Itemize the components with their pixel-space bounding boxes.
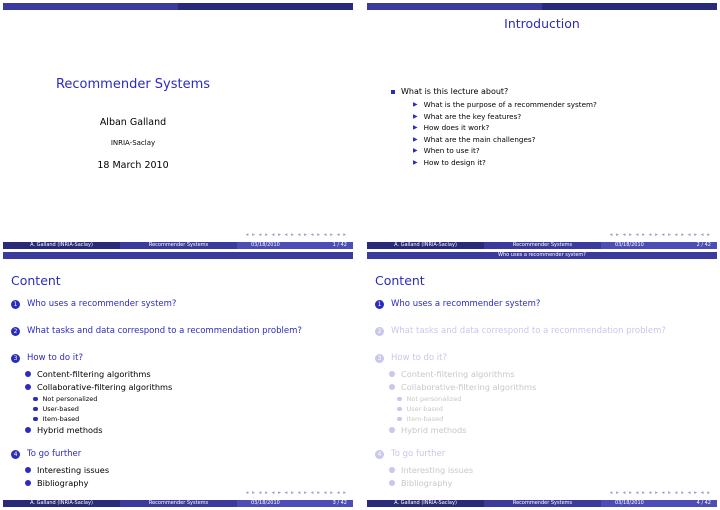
top-bar [367, 3, 717, 10]
toc-section[interactable]: 1 Who uses a recommender system? [11, 299, 351, 309]
slide-1 [3, 3, 353, 249]
table-of-contents [375, 299, 715, 502]
ball-bullet-icon [397, 407, 402, 412]
frame-title: Introduction [504, 16, 580, 31]
toc-section[interactable]: 3 How to do it? [11, 353, 351, 363]
ball-bullet-icon [397, 397, 402, 402]
nav-symbols[interactable]: ◂ ▸ ◂ ▸ ◂ ▸ ◂ ▸ ◂ ▸ ◂ ▸ ◂ ▸ ◂ ▸ [245, 490, 347, 496]
slide-2 [367, 3, 717, 249]
footer-author: A. Galland (INRIA-Saclay) [3, 242, 120, 249]
frame-title: Content [11, 273, 61, 288]
square-bullet-icon [391, 90, 395, 94]
table-of-contents [11, 299, 351, 502]
date: 18 March 2010 [97, 160, 169, 171]
ball-bullet-icon [33, 417, 38, 422]
toc-section[interactable]: 2 What tasks and data correspond to a recommendation problem? [375, 326, 715, 336]
toc-subsection[interactable]: Interesting issues [25, 465, 351, 475]
section-bar-empty [3, 252, 353, 259]
ball-bullet-icon [25, 371, 31, 377]
toc-subsection[interactable]: Collaborative-filtering algorithms [25, 382, 351, 392]
ball-bullet-icon [25, 480, 31, 486]
section-bar: Who uses a recommender system? [367, 252, 717, 259]
triangle-bullet-icon: ▶ [413, 135, 418, 143]
list-subitem: ▶ How to design it? [413, 157, 486, 167]
footer [3, 242, 353, 249]
list-subitem: ▶ How does it work? [413, 123, 490, 132]
triangle-bullet-icon: ▶ [413, 158, 418, 166]
ball-bullet-icon [389, 467, 395, 473]
footer-date: 03/18/2010 [251, 242, 280, 248]
list-subitem: ▶ When to use it? [413, 146, 480, 155]
toc-subsection[interactable]: Content-filtering algorithms [389, 369, 715, 379]
ball-bullet-icon [389, 384, 395, 390]
toc-subsection[interactable]: Content-filtering algorithms [25, 369, 351, 379]
toc-subsubsection[interactable]: Item-based [33, 415, 351, 423]
nav-symbols[interactable]: ◂ ▸ ◂ ▸ ◂ ▸ ◂ ▸ ◂ ▸ ◂ ▸ ◂ ▸ ◂ ▸ [609, 232, 711, 238]
triangle-bullet-icon: ▶ [413, 112, 418, 120]
list-item: What is this lecture about? [391, 87, 597, 96]
list-subitem: ▶ What are the main challenges? [413, 134, 536, 144]
list-subitem: ▶ What are the key features? [413, 111, 522, 121]
toc-section[interactable]: 4 To go further [11, 449, 351, 459]
ball-bullet-icon [389, 427, 395, 433]
ball-bullet-icon [389, 371, 395, 377]
toc-subsection[interactable]: Hybrid methods [25, 425, 351, 435]
toc-subsection[interactable]: Interesting issues [389, 465, 715, 475]
footer: A. Galland (INRIA-Saclay) Recommender Systems 03/18/2010 3 / 42 [3, 500, 353, 507]
list-subitem: ▶ What is the purpose of a recommender system? [413, 100, 597, 109]
presentation-title: Recommender Systems [55, 77, 211, 92]
slide-3 [3, 261, 353, 507]
ball-bullet-icon [397, 417, 402, 422]
triangle-bullet-icon: ▶ [413, 147, 418, 154]
ball-bullet-icon [389, 480, 395, 486]
toc-subsection[interactable]: Collaborative-filtering algorithms [389, 382, 715, 392]
ball-bullet-icon [33, 407, 38, 412]
page-number: 1 / 42 [332, 242, 347, 248]
toc-subsubsection[interactable]: Item-based [397, 415, 715, 423]
toc-section[interactable]: 4 To go further [375, 449, 715, 459]
footer: A. Galland (INRIA-Saclay) Recommender Systems 03/18/2010 4 / 42 [367, 500, 717, 507]
nav-symbols[interactable]: ◂ ▸ ◂ ▸ ◂ ▸ ◂ ▸ ◂ ▸ ◂ ▸ ◂ ▸ ◂ ▸ [245, 232, 347, 238]
ball-bullet-icon [25, 427, 31, 433]
toc-section[interactable]: 2 What tasks and data correspond to a recommendation problem? [11, 326, 351, 336]
toc-subsection[interactable]: Bibliography [389, 478, 715, 488]
toc-subsubsection[interactable]: Not personalized [33, 395, 351, 403]
slide-4 [367, 261, 717, 507]
toc-subsubsection[interactable]: User-based [397, 405, 715, 413]
toc-section[interactable]: 3 How to do it? [375, 353, 715, 363]
toc-subsubsection[interactable]: User-based [33, 405, 351, 413]
toc-subsection[interactable]: Bibliography [25, 478, 351, 488]
author: Alban Galland [99, 117, 167, 128]
page-number: 3 / 42 [332, 500, 347, 506]
footer-talk: Recommender Systems [120, 242, 237, 249]
toc-subsection[interactable]: Hybrid methods [389, 425, 715, 435]
ball-bullet-icon [25, 384, 31, 390]
page-number: 4 / 42 [696, 500, 711, 506]
intro-list [391, 87, 597, 169]
top-bar [3, 3, 353, 10]
ball-bullet-icon [33, 397, 38, 402]
frame-title: Content [375, 273, 425, 288]
triangle-bullet-icon: ▶ [413, 101, 418, 108]
triangle-bullet-icon: ▶ [413, 124, 418, 131]
page-number: 2 / 42 [696, 242, 711, 248]
footer-date-page [237, 242, 353, 249]
toc-section-current[interactable]: 1 Who uses a recommender system? [375, 299, 715, 309]
footer: A. Galland (INRIA-Saclay) Recommender Systems 03/18/2010 2 / 42 [367, 242, 717, 249]
toc-subsubsection[interactable]: Not personalized [397, 395, 715, 403]
institute: INRIA-Saclay [110, 139, 156, 147]
ball-bullet-icon [25, 467, 31, 473]
nav-symbols[interactable]: ◂ ▸ ◂ ▸ ◂ ▸ ◂ ▸ ◂ ▸ ◂ ▸ ◂ ▸ ◂ ▸ [609, 490, 711, 496]
